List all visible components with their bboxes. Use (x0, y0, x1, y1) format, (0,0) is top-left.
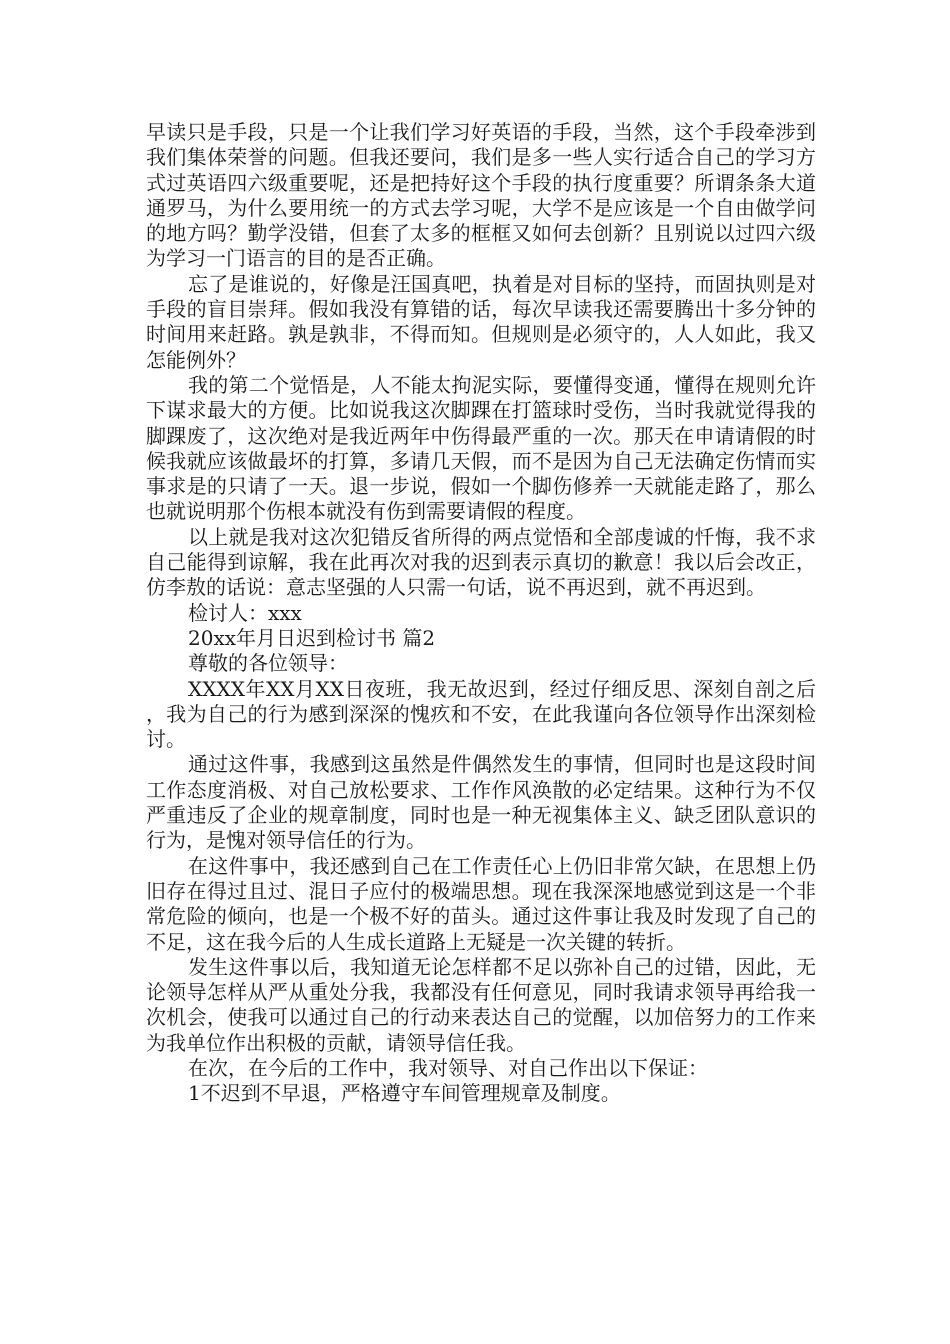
paragraph-responsibility: 在这件事中，我还感到自己在工作责任心上仍旧非常欠缺，在思想上仍旧存在得过且过、混日子应付的极端思想。现在我深深地感觉到这是一个非常危险的倾向，也是一个极不好的苗头。通过这件事让我及时发现了自己的不足，这在我今后的人生成长道路上无疑是一次关键的转折。 (146, 853, 816, 954)
document-page (146, 120, 816, 1107)
paragraph-reflection: 通过这件事，我感到这虽然是件偶然发生的事情，但同时也是这段时间工作态度消极、对自己放松要求、工作作风涣散的必定结果。这种行为不仅严重违反了企业的规章制度，同时也是一种无视集体主义、缺乏团队意识的行为，是愧对领导信任的行为。 (146, 752, 816, 853)
paragraph-second-realization: 我的第二个觉悟是，人不能太拘泥实际，要懂得变通，懂得在规则允许下谋求最大的方便。比如说我这次脚踝在打篮球时受伤，当时我就觉得我的脚踝废了，这次绝对是我近两年中伤得最严重的一次。那天在申请请假的时候我就应该做最坏的打算，多请几天假，而不是因为自己无法确定伤情而实事求是的只请了一天。退一步说，假如一个脚伤修养一天就能走路了，那么也就说明那个伤根本就没有伤到需要请假的程度。 (146, 372, 816, 524)
paragraph-persistence: 忘了是谁说的，好像是汪国真吧，执着是对目标的坚持，而固执则是对手段的盲目崇拜。假如我没有算错的话，每次早读我还需要腾出十多分钟的时间用来赶路。孰是孰非，不得而知。但规则是必须守的，人人如此，我又怎能例外？ (146, 271, 816, 372)
signature-line: 检讨人：xxx (188, 600, 302, 625)
section-title: 20xx年月日迟到检讨书 篇2 (188, 625, 436, 650)
paragraph-apology: 以上就是我对这次犯错反省所得的两点觉悟和全部虔诚的忏悔，我不求自己能得到谅解，我在此再次对我的迟到表示真切的歉意！我以后会改正，仿李敖的话说：意志坚强的人只需一句话，说不再迟到，就不再迟到。 (146, 524, 816, 600)
paragraph-guarantee-intro: 在次，在今后的工作中，我对领导、对自己作出以下保证： (188, 1055, 708, 1080)
salutation: 尊敬的各位领导： (188, 651, 348, 676)
paragraph-study-method: 早读只是手段，只是一个让我们学习好英语的手段，当然，这个手段牵涉到我们集体荣誉的问题。但我还要问，我们是多一些人实行适合自己的学习方式过英语四六级重要呢，还是把持好这个手段的执行度重要？所谓条条大道通罗马，为什么要用统一的方式去学习呢，大学不是应该是一个自由做学问的地方吗？勤学没错，但套了太多的框框又如何去创新？且别说以过四六级为学习一门语言的目的是否正确。 (146, 120, 816, 271)
paragraph-incident: XXXX年XX月XX日夜班，我无故迟到，经过仔细反思、深刻自剖之后，我为自己的行为感到深深的愧疚和不安，在此我谨向各位领导作出深刻检讨。 (146, 676, 816, 752)
guarantee-item-1: 1不迟到不早退，严格遵守车间管理规章及制度。 (188, 1081, 621, 1106)
paragraph-request: 发生这件事以后，我知道无论怎样都不足以弥补自己的过错，因此，无论领导怎样从严从重处分我，我都没有任何意见，同时我请求领导再给我一次机会，使我可以通过自己的行动来表达自己的觉醒，以加倍努力的工作来为我单位作出积极的贡献，请领导信任我。 (146, 954, 816, 1055)
